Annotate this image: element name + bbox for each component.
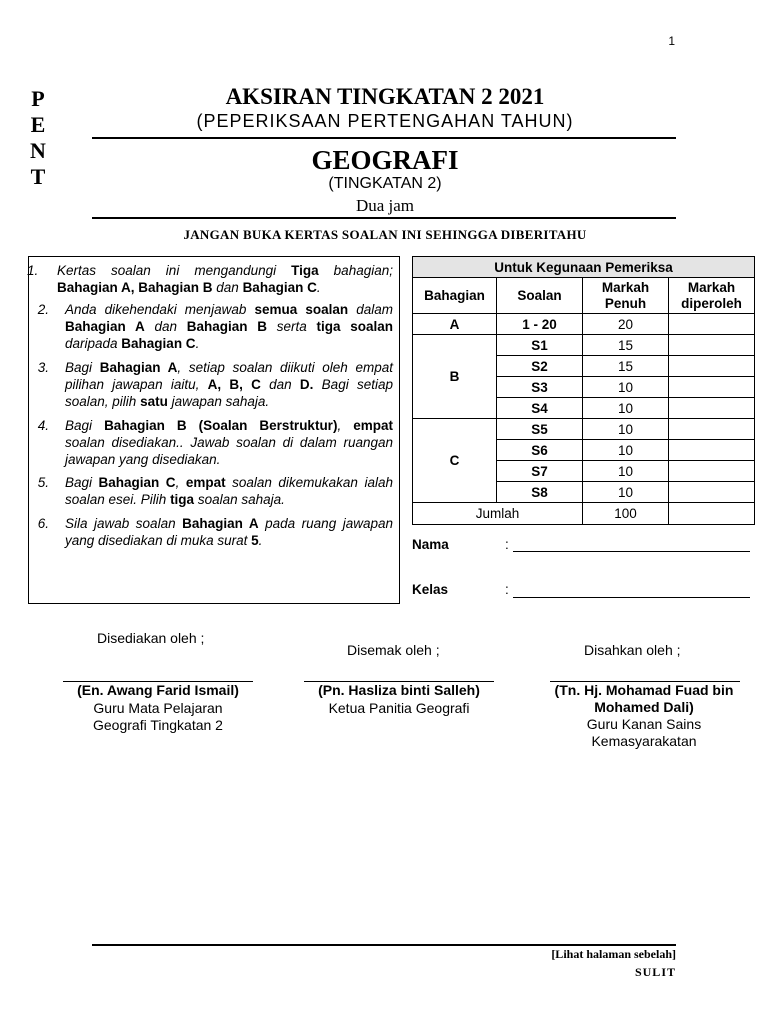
side-letter: P — [31, 86, 45, 111]
header-divider — [92, 217, 676, 219]
classification-label: SULIT — [634, 965, 676, 979]
obtained-mark-cell[interactable] — [669, 314, 755, 335]
section-cell: A — [413, 314, 497, 335]
header-divider — [92, 137, 676, 139]
full-mark-cell: 15 — [583, 356, 669, 377]
obtained-mark-cell[interactable] — [669, 356, 755, 377]
table-row — [413, 314, 755, 335]
table-row — [413, 335, 755, 356]
question-cell: S2 — [497, 356, 583, 377]
question-cell: S3 — [497, 377, 583, 398]
instruction-text: Kertas soalan ini mengandungi Tiga bahagian; Bahagian A, Bahagian B dan Bahagian C. — [57, 263, 393, 295]
class-separator: : — [505, 582, 509, 597]
side-letter: N — [30, 138, 46, 163]
column-header: Markah diperoleh — [669, 278, 755, 314]
table-row — [413, 419, 755, 440]
prepared-by-name: (En. Awang Farid Ismail) — [77, 682, 239, 698]
title-line: Guru Kanan Sains — [586, 716, 702, 732]
instruction-number: 4. — [37, 418, 49, 433]
instruction-number: 6. — [37, 516, 49, 531]
name-label: Nama — [412, 537, 449, 552]
class-input-line[interactable] — [513, 597, 750, 598]
question-cell: S4 — [497, 398, 583, 419]
name-input-line[interactable] — [513, 551, 750, 552]
marks-table-title: Untuk Kegunaan Pemeriksa — [413, 257, 755, 278]
full-mark-cell: 10 — [583, 482, 669, 503]
full-mark-cell: 10 — [583, 419, 669, 440]
instruction-text: Sila jawab soalan Bahagian A pada ruang jawapan yang disediakan di muka surat 5. — [65, 516, 393, 548]
warning-text: JANGAN BUKA KERTAS SOALAN INI SEHINGGA DIBERITAHU — [183, 227, 587, 242]
title-line: Geografi Tingkatan 2 — [93, 717, 223, 733]
column-header: Soalan — [497, 278, 583, 314]
approved-by-name — [516, 682, 768, 716]
question-cell: S8 — [497, 482, 583, 503]
reviewed-by-title — [280, 700, 518, 717]
instruction-text: Anda dikehendaki menjawab semua soalan dalam Bahagian A dan Bahagian B serta tiga soalan daripada Bahagian C. — [65, 302, 393, 351]
column-header: Bahagian — [413, 278, 497, 314]
total-row — [413, 503, 755, 525]
approved-by-role: Disahkan oleh ; — [584, 642, 681, 658]
name-line: (Tn. Hj. Mohamad Fuad bin — [554, 682, 734, 698]
section-cell: B — [413, 335, 497, 419]
name-line: Mohamed Dali) — [594, 699, 694, 715]
prepared-by-title — [40, 700, 276, 734]
total-label: Jumlah — [413, 503, 583, 525]
question-cell: S1 — [497, 335, 583, 356]
marks-table — [412, 256, 755, 525]
page-number: 1 — [668, 34, 675, 48]
obtained-mark-cell[interactable] — [669, 482, 755, 503]
total-value: 100 — [583, 503, 669, 525]
total-obtained-cell[interactable] — [669, 503, 755, 525]
title-line: Ketua Panitia Geografi — [328, 700, 470, 716]
obtained-mark-cell[interactable] — [669, 461, 755, 482]
column-header: Markah Penuh — [583, 278, 669, 314]
side-letters — [26, 86, 50, 190]
subject-title: GEOGRAFI — [311, 145, 459, 175]
duration: Dua jam — [355, 196, 415, 215]
name-separator: : — [505, 537, 509, 552]
approved-by-title — [516, 716, 768, 750]
instruction-number: 2. — [37, 302, 49, 317]
full-mark-cell: 20 — [583, 314, 669, 335]
instruction-text: Bagi Bahagian A, setiap soalan diikuti oleh empat pilihan jawapan iaitu, A, B, C dan D. Bagi setiap soalan, pilih satu jawapan sahaja. — [65, 360, 393, 409]
full-mark-cell: 10 — [583, 377, 669, 398]
exam-subtitle: (PEPERIKSAAN PERTENGAHAN TAHUN) — [196, 111, 574, 131]
instruction-text: Bagi Bahagian C, empat soalan dikemukakan ialah soalan esei. Pilih tiga soalan sahaja. — [65, 475, 393, 507]
title-line: Kemasyarakatan — [591, 733, 697, 749]
obtained-mark-cell[interactable] — [669, 419, 755, 440]
instructions-box — [28, 256, 400, 604]
full-mark-cell: 10 — [583, 461, 669, 482]
prepared-by-role: Disediakan oleh ; — [97, 630, 205, 646]
instruction-number: 5. — [37, 475, 49, 490]
obtained-mark-cell[interactable] — [669, 440, 755, 461]
obtained-mark-cell[interactable] — [669, 335, 755, 356]
class-label: Kelas — [412, 582, 449, 597]
footer-divider — [92, 944, 676, 946]
instruction-text: Bagi Bahagian B (Soalan Berstruktur), empat soalan disediakan.. Jawab soalan di dalam ruangan jawapan yang disediakan. — [65, 418, 393, 467]
question-cell: S7 — [497, 461, 583, 482]
obtained-mark-cell[interactable] — [669, 398, 755, 419]
obtained-mark-cell[interactable] — [669, 377, 755, 398]
side-letter: E — [30, 112, 46, 137]
side-letter: T — [30, 164, 46, 189]
instruction-number: 3. — [37, 360, 49, 375]
reviewed-by-name: (Pn. Hasliza binti Salleh) — [318, 682, 480, 698]
subject-level: (TINGKATAN 2) — [328, 175, 442, 192]
question-cell: S6 — [497, 440, 583, 461]
question-cell: S5 — [497, 419, 583, 440]
section-cell: C — [413, 419, 497, 503]
question-cell: 1 - 20 — [497, 314, 583, 335]
instruction-number: 1. — [27, 263, 39, 278]
next-page-note: [Lihat halaman sebelah] — [551, 947, 676, 961]
title-line: Guru Mata Pelajaran — [93, 700, 223, 716]
exam-title: AKSIRAN TINGKATAN 2 2021 — [225, 84, 545, 109]
full-mark-cell: 15 — [583, 335, 669, 356]
full-mark-cell: 10 — [583, 398, 669, 419]
full-mark-cell: 10 — [583, 440, 669, 461]
reviewed-by-role: Disemak oleh ; — [347, 642, 440, 658]
